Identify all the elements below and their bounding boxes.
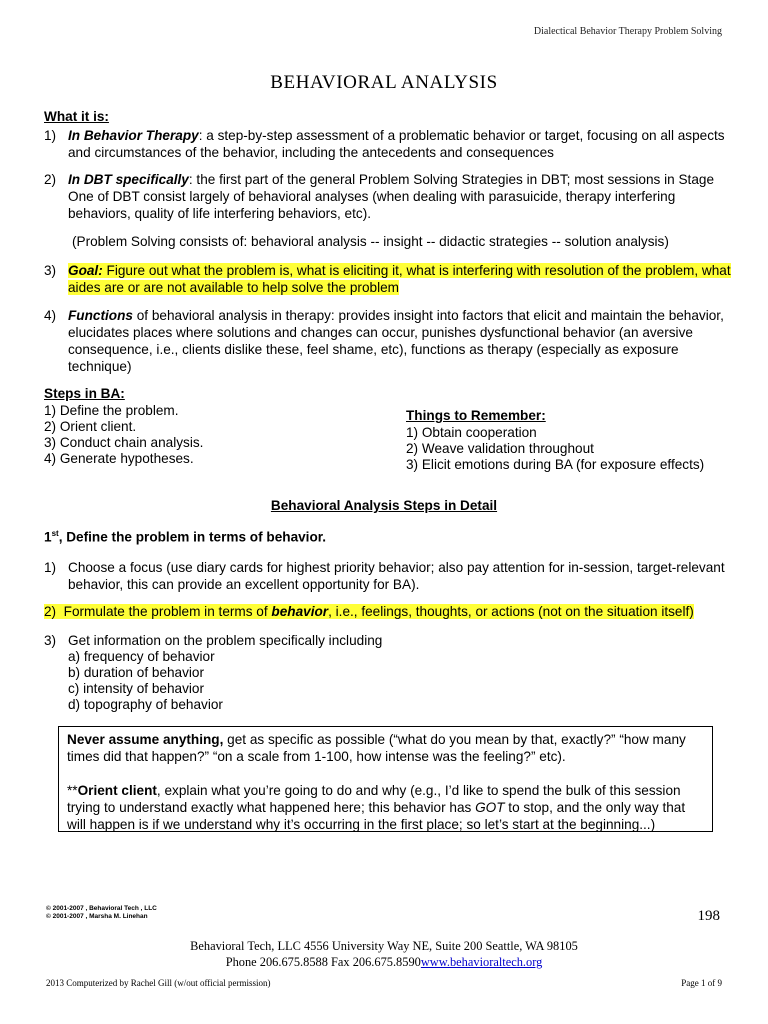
remember-heading: Things to Remember: xyxy=(406,408,546,423)
detail-sub-list xyxy=(68,649,223,713)
list-item: 1) Obtain cooperation xyxy=(406,425,537,440)
detail-item-3: 3) Get information on the problem specifically including xyxy=(44,633,383,648)
what-item-3: 3) Goal: Figure out what the problem is, what is eliciting it, what is interfering with resolution of the problem, what aides are or are not available to help solve the problem xyxy=(44,263,731,295)
computerized-credit: 2013 Computerized by Rachel Gill (w/out official permission) xyxy=(46,978,271,988)
first-step-heading: 1st, Define the problem in terms of behavior. xyxy=(44,529,327,545)
running-header: Dialectical Behavior Therapy Problem Solving xyxy=(533,26,722,37)
note-box xyxy=(58,726,713,832)
list-item: d) topography of behavior xyxy=(68,697,223,712)
note-paragraph-1: Never assume anything, get as specific as possible (“what do you mean by that, exactly?” “how many times did that happen?” “on a scale from 1-100, how intense was the feeling?” etc). xyxy=(67,732,686,764)
list-item: 2) Orient client. xyxy=(44,419,137,434)
what-item-2: 2) In DBT specifically: the first part of the general Problem Solving Strategies in DBT; most sessions in Stage One of DBT consist largely of behavioral analyses (when dealing with parasuicide, therapy interfering behaviors, quality of life interfering behaviors, etc). xyxy=(44,172,714,221)
list-item: b) duration of behavior xyxy=(68,665,205,680)
website-link[interactable]: www.behavioraltech.org xyxy=(420,955,543,969)
page-of-count: Page 1 of 9 xyxy=(681,978,722,988)
list-item: c) intensity of behavior xyxy=(68,681,205,696)
copyright-notice: © 2001-2007 , Behavioral Tech , LLC © 2001-2007 , Marsha M. Linehan xyxy=(46,905,157,920)
address-block: Behavioral Tech, LLC 4556 University Way NE, Suite 200 Seattle, WA 98105 Phone 206.675.8588 Fax 206.675.8590www.behavioraltech.org xyxy=(190,939,578,969)
what-item-1: 1) In Behavior Therapy: a step-by-step assessment of a problematic behavior or target, focusing on all aspects and circumstances of the behavior, including the antecedents and consequences xyxy=(44,128,725,160)
remember-list xyxy=(406,425,704,473)
page-number: 198 xyxy=(697,908,720,924)
list-item: 4) Generate hypotheses. xyxy=(44,451,194,466)
what-item-4: 4) Functions of behavioral analysis in therapy: provides insight into factors that elicit and maintain the behavior, elucidates places where solutions and changes can occur, punishes dysfunctional behavior (an aversive consequence, i.e., clients dislike these, feel shame, etc), functions as therapy (especially as exposure technique) xyxy=(44,308,724,374)
list-item: 3) Elicit emotions during BA (for exposure effects) xyxy=(406,457,705,472)
problem-solving-note: (Problem Solving consists of: behavioral analysis -- insight -- didactic strategies -- solution analysis) xyxy=(72,234,669,249)
steps-list xyxy=(44,403,203,467)
bottom-footer xyxy=(46,978,722,988)
list-item: 3) Conduct chain analysis. xyxy=(44,435,204,450)
detail-item-1: 1) Choose a focus (use diary cards for highest priority behavior; also pay attention for in-session, target-relevant behavior, this can provide an excellent opportunity for BA). xyxy=(44,560,725,592)
detail-heading: Behavioral Analysis Steps in Detail xyxy=(270,498,498,513)
steps-heading: Steps in BA: xyxy=(44,386,125,401)
note-paragraph-2: **Orient client, explain what you’re going to do and why (e.g., I’d like to spend the bulk of this session trying to understand exactly what happened here; this behavior has GOT to stop, and the only way that will happen is if we understand why it’s occurring in the first place; so let’s start at the beginning...) xyxy=(67,783,686,832)
list-item: 2) Weave validation throughout xyxy=(406,441,594,456)
page-title: BEHAVIORAL ANALYSIS xyxy=(270,72,498,93)
list-item: a) frequency of behavior xyxy=(68,649,215,664)
what-it-is-heading: What it is: xyxy=(44,109,109,124)
list-item: 1) Define the problem. xyxy=(44,403,179,418)
detail-item-2: 2) Formulate the problem in terms of behavior, i.e., feelings, thoughts, or actions (not on the situation itself) xyxy=(44,604,694,619)
